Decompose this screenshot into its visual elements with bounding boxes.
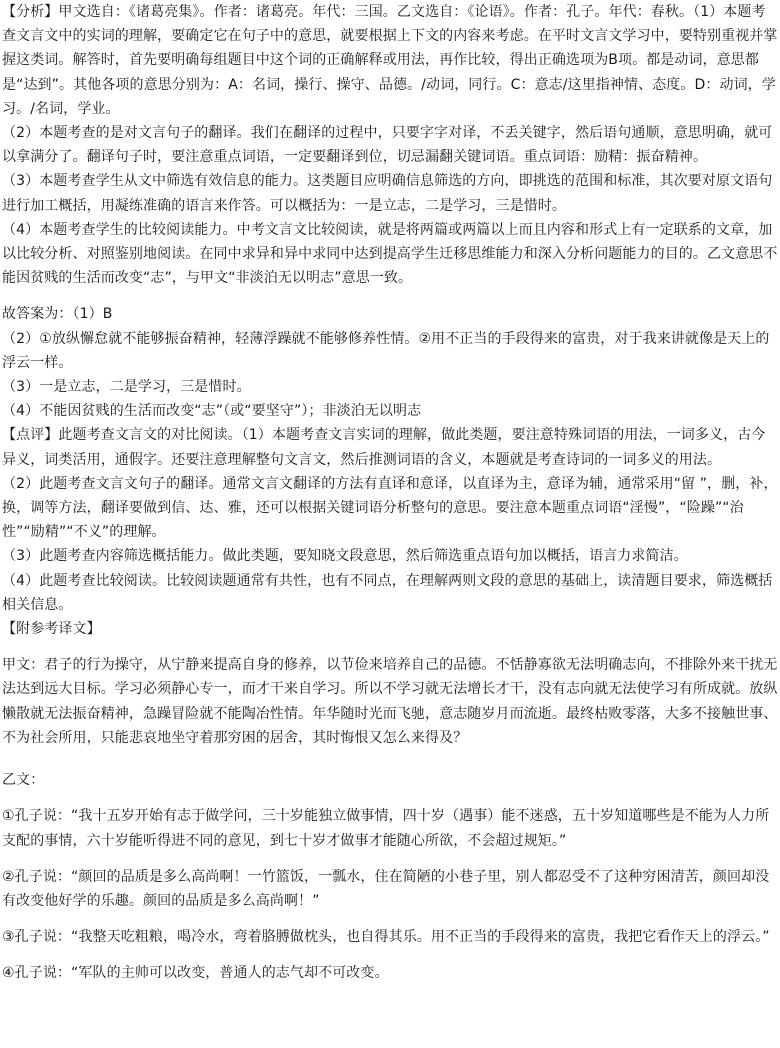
spacer <box>2 792 778 804</box>
answer-line-1: 故答案为：（1）B <box>2 306 113 323</box>
spacer <box>2 750 778 768</box>
spacer <box>2 913 778 925</box>
translation-yi-2: ②孔子说：“颜回的品质是多么高尚啊！一竹篮饭，一瓢水，住在简陋的小巷子里，别人都忍受不了这种穷困清苦，颜回却没有改变他好学的乐趣。颜回的品质是多么高尚啊！” <box>2 868 770 909</box>
spacer <box>2 853 778 865</box>
analysis-paragraph-3: （3）本题考查学生从文中筛选有效信息的能力。这类题目应明确信息筛选的方向，即挑选的范围和标准，其次要对原文语句进行加工概括，用凝练准确的语言来作答。可以概括为：一是立志，二是学习，三是惜时。 <box>2 173 773 214</box>
translation-yi-label: 乙文： <box>2 772 45 789</box>
answer-line-2: （2）①放纵懈怠就不能够振奋精神，轻薄浮躁就不能够修养性情。②用不正当的手段得来的富贵，对于我来讲就像是天上的浮云一样。 <box>2 330 770 371</box>
translation-heading: 【附参考译文】 <box>2 621 101 638</box>
analysis-paragraph-4: （4）本题考查学生的比较阅读能力。中考文言文比较阅读，就是将两篇或两篇以上而且内容和形式上有一定联系的文章，加以比较分析、对照鉴别地阅读。在同中求异和异中求同中达到提高学生迁移思维能力和深入分析问题能力的目的。乙文意思不能因贫贱的生活而改变“志”，与甲文“非淡泊无以明志”意思一致。 <box>2 221 778 287</box>
translation-yi-4: ④孔子说：“军队的主帅可以改变，普通人的志气却不可改变。 <box>2 965 389 982</box>
analysis-paragraph-2: （2）本题考查的是对文言句子的翻译。我们在翻译的过程中，只要字字对译，不丢关键字，然后语句通顺，意思明确，就可以拿满分了。翻译句子时，要注意重点词语，一定要翻译到位，切忌漏翻关键词语。重点词语：励精：振奋精神。 <box>2 125 773 166</box>
spacer <box>2 290 778 302</box>
review-paragraph-4: （4）此题考查比较阅读。比较阅读题通常有共性，也有不同点，在理解两则文段的意思的基础上，读清题目要求，筛选概括相关信息。 <box>2 572 773 613</box>
spacer <box>2 641 778 653</box>
answer-line-3: （3）一是立志，二是学习，三是惜时。 <box>2 379 251 396</box>
review-paragraph-2: （2）此题考查文言文句子的翻译。通常文言文翻译的方法有直译和意译，以直译为主，意译为辅，通常采用“留 ”，删，补，换，调等方法，翻译要做到信、达、雅，还可以根据关键词语分析整句的意思。要注意本题重点词语“淫慢”，“险躁”“治性”“励精”“不义”的理解。 <box>2 475 778 541</box>
review-paragraph-1: 【点评】此题考查文言文的对比阅读。（1）本题考查文言实词的理解，做此类题，要注意特殊词语的用法，一词多义，古今异义，词类活用，通假字。还要注意理解整句文言文，然后推测词语的含义，本题就是考查诗词的一词多义的用法。 <box>2 427 766 468</box>
translation-jia: 甲文：君子的行为操守，从宁静来提高自身的修养，以节俭来培养自己的品德。不恬静寡欲无法明确志向，不排除外来干扰无法达到远大目标。学习必须静心专一，而才干来自学习。所以不学习就无法增长才干，没有志向就无法使学习有所成就。放纵懒散就无法振奋精神，急躁冒险就不能陶冶性情。年华随时光而飞驰，意志随岁月而流逝。最终枯败零落，大多不接触世事、不为社会所用，只能悲哀地坐守着那穷困的居舍，其时悔恨又怎么来得及？ <box>2 657 778 746</box>
analysis-paragraph-1: 【分析】甲文选自：《诸葛亮集》。作者：诸葛亮。年代：三国。乙文选自：《论语》。作者：孔子。年代：春秋。（1）本题考查文言文中的实词的理解，要确定它在句子中的意思，就要根据上下文的内容来考虑。在平时文言文学习中，要特别重视并掌握这类词。解答时，首先要明确每组题目中这个词的正确解释或用法，再作比较，得出正确选项为B项。都是动词，意思都是“达到”。其他各项的意思分别为：A：名词，操行、操守、品德。/动词，同行。C：意志/这里指神情、态度。D：动词，学习。/名词，学业。 <box>2 4 778 117</box>
review-paragraph-3: （3）此题考查内容筛选概括能力。做此类题，要知晓文段意思，然后筛选重点语句加以概括，语言力求简洁。 <box>2 548 688 565</box>
translation-yi-1: ①孔子说：“我十五岁开始有志于做学问，三十岁能独立做事情，四十岁（遇事）能不迷惑，五十岁知道哪些是不能为人力所支配的事情，六十岁能听得进不同的意见，到七十岁才做事才能随心所欲，不会超过规矩。” <box>2 808 770 849</box>
spacer <box>2 949 778 961</box>
translation-yi-3: ③孔子说：“我整天吃粗粮，喝冷水，弯着胳膊做枕头，也自得其乐。用不正当的手段得来的富贵，我把它看作天上的浮云。” <box>2 929 770 946</box>
answer-line-4: （4）不能因贫贱的生活而改变“志”（或“要坚守”）；非淡泊无以明志 <box>2 403 422 420</box>
